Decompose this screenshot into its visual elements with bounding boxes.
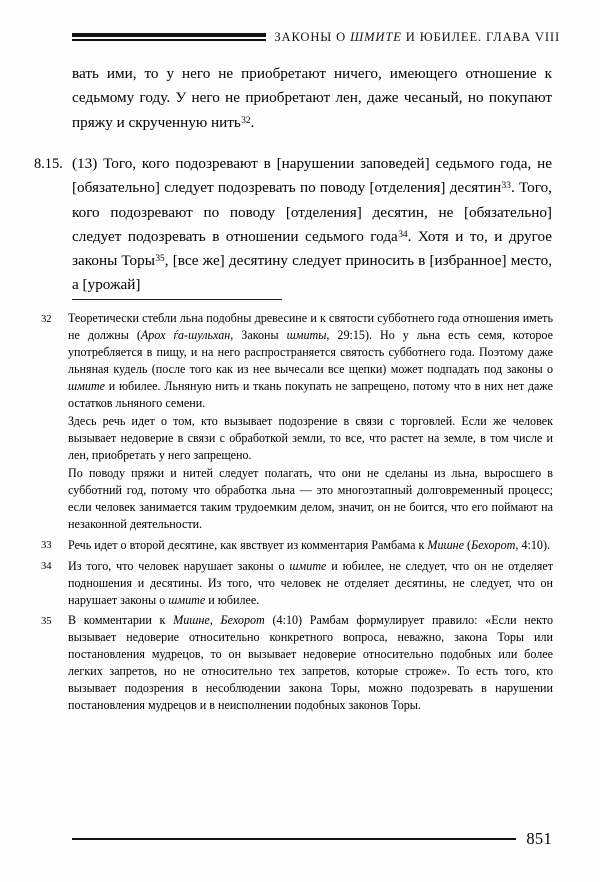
footnote-marker: 34: [41, 561, 52, 572]
footnote-item: [41, 558, 553, 609]
footnote-italic-term: Мишне: [427, 537, 465, 552]
footnote-paragraph: [68, 465, 553, 533]
footnote-marker: 32: [41, 313, 52, 325]
footnote-text: В комментарии к: [68, 613, 174, 627]
footnote-italic-term: Бехорот: [471, 537, 516, 552]
footnote-text: и юбилее. Льняную нить и ткань покупать не запрещено, потому что в них нет даже остатков льняного семени.: [68, 379, 553, 410]
footnote-ref-34[interactable]: 34: [398, 229, 408, 240]
footnote-text: , 29:15). Но у льна есть семя, которое употребляется в пищу, и на него распространяется святость субботнего года. Поэтому даже льняная кудель (после того как из нее вычесали все щепки) может подпадать под законы о: [68, 328, 553, 376]
page-footer: [72, 824, 552, 854]
footnote-paragraph: [68, 413, 553, 464]
footnote-ref-32[interactable]: 32: [241, 115, 251, 126]
footnote-text: По поводу пряжи и нитей следует полагать, что они не сделаны из льна, выросшего в субботний год, потому что обработка льна — это многоэтапный долговременный процесс; если человек занимается таким трудоемким делом, значит, он не боится, что его поймают на незаконной деятельности.: [68, 466, 553, 531]
footnote-paragraph: [68, 558, 553, 609]
continued-paragraph-tail: .: [250, 113, 255, 131]
footnote-ref-35[interactable]: 35: [155, 254, 165, 265]
section-text-part-3: . Хотя и то, и другое законы Торы: [72, 227, 553, 270]
body-text-block: [72, 62, 552, 135]
footnote-item: [41, 310, 553, 533]
footnote-italic-term: шмите: [68, 379, 105, 393]
footnote-body: [68, 537, 553, 554]
footnote-paragraph: [68, 310, 553, 412]
footnote-body: [68, 310, 553, 533]
footnote-text: Из того, что человек нарушает законы о: [68, 558, 290, 573]
section-text-part-4: , [все же] десятину следует приносить в [избранное] место, а [урожай]: [72, 252, 552, 294]
footnote-list: [41, 310, 553, 718]
page-number: 851: [526, 829, 552, 848]
running-head-rule: [72, 33, 266, 42]
footer-rule: [72, 838, 516, 840]
running-head-text: [274, 30, 560, 45]
footnote-body: [68, 612, 553, 714]
running-head-italic: ШМИТЕ: [350, 29, 402, 44]
section-text-part-1: (13) Того, кого подозревают в [нарушении заповедей] седьмого года, не [обязательно] следует подозревать по поводу [отделения] десятин: [72, 155, 552, 197]
footnote-body: [68, 558, 553, 609]
footnote-italic-term: шмите: [289, 558, 327, 573]
footnote-italic-term: шмите: [168, 592, 206, 607]
section-text-part-2: . Того, кого подозревают по поводу [отделения] десятин, не [обязательно] следует подозревать в отношении седьмого года: [72, 179, 552, 245]
footnote-text: Теоретически стебли льна подобны древесине и к святости субботнего года отношения иметь не должны (: [68, 311, 553, 342]
footnote-paragraph: [68, 537, 553, 554]
footnote-text: Здесь речь идет о том, кто вызывает подозрение в связи с торговлей. Если же человек вызывает недоверие в связи с обработкой земли, то все, что растет на земле, в том числе и лен, приобретать у него запрещено.: [68, 414, 553, 462]
footnote-separator: [72, 299, 282, 300]
running-head-prefix: ЗАКОНЫ О: [274, 29, 351, 44]
footnote-text: , Законы: [230, 328, 287, 342]
footnote-italic-term: Бехорот: [220, 613, 265, 627]
continued-paragraph-text: вать ими, то у него не приобретают ничего, имеющего отношение к седьмому году. У него не приобретают лен, даже чесаный, но покупают пряжу и скрученную нить: [72, 65, 552, 131]
footnote-text: Речь идет о второй десятине, как явствует из комментария Рамбама к: [68, 537, 428, 552]
footnote-italic-term: шмиты: [286, 328, 327, 342]
footnote-text: ,: [209, 613, 221, 627]
section-body: [72, 152, 552, 298]
footnote-ref-33[interactable]: 33: [501, 181, 511, 192]
footnote-text: , 4:10).: [515, 537, 550, 552]
footnote-marker: 35: [41, 615, 52, 627]
footnote-text: (: [464, 537, 472, 552]
footnote-marker: 33: [41, 540, 52, 551]
footnote-text: (4:10) Рамбам формулирует правило: «Если некто вызывает недоверие относительно конкретного вопроса, неважно, закона Торы или постановления мудрецов, то он вызывает недоверие относительно подобных или более легких запретов, но не относительно тех запретов, которые строже». То есть того, кто вызывает подозрения в несоблюдении закона Торы, можно подозревать в нарушении постановления мудрецов и в неисполнении подобных законов Торы.: [68, 613, 554, 712]
running-head: [72, 26, 560, 48]
footnote-italic-term: Арох ѓа-шульхан: [140, 328, 231, 342]
footnote-item: [41, 612, 553, 714]
footnote-text: и юбилее, не следует, что он не отделяет подношения и десятины. Из того, что человек не отделяет десятины, не следует, что он нарушает законы о: [68, 558, 553, 607]
footnote-text: и юбилее.: [205, 592, 260, 607]
footnote-item: [41, 537, 553, 555]
footnote-paragraph: [68, 612, 553, 714]
section-number: 8.15.: [34, 156, 63, 172]
footnote-italic-term: Мишне: [173, 613, 210, 627]
continued-paragraph: [72, 62, 552, 135]
numbered-section: [34, 152, 552, 298]
running-head-suffix: И ЮБИЛЕЕ. ГЛАВА VIII: [401, 29, 560, 44]
